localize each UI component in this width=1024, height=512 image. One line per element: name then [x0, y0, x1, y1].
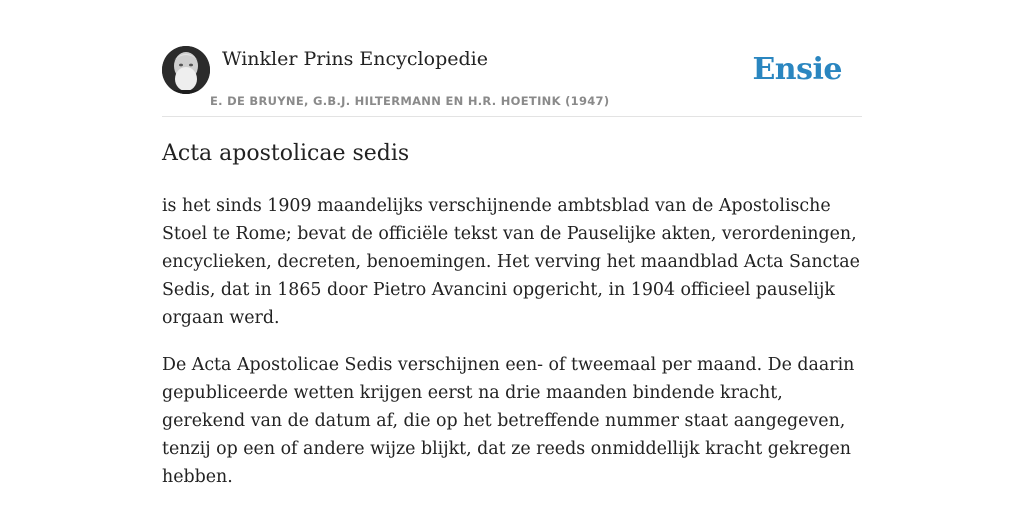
brand-logo[interactable]: Ensie [752, 52, 842, 87]
entry-paragraph: is het sinds 1909 maandelijks verschijnende ambtsblad van de Apostolische Stoel te Rome; bevat de officiële tekst van de Pauselijke akten, verordeningen, encyclieken, decreten, benoemingen. Het verving het maandblad Acta Sanctae Sedis, dat in 1865 door Pietro Avancini opgericht, in 1904 officieel pauselijk orgaan werd. [162, 196, 860, 328]
entry-body [162, 192, 864, 510]
entry-title: Acta apostolicae sedis [162, 141, 410, 166]
entry-paragraph: De Acta Apostolicae Sedis verschijnen een- of tweemaal per maand. De daarin gepubliceerde wetten krijgen eerst na drie maanden bindende kracht, gerekend van de datum af, die op het betreffende nummer staat aangegeven, tenzij op een of andere wijze blijkt, dat ze reeds onmiddellijk kracht gekregen hebben. [162, 355, 855, 487]
source-header [162, 46, 862, 117]
source-title[interactable]: Winkler Prins Encyclopedie [222, 48, 488, 70]
portrait-icon[interactable] [162, 46, 210, 94]
source-authors: E. DE BRUYNE, G.B.J. HILTERMANN EN H.R. HOETINK (1947) [210, 94, 610, 108]
